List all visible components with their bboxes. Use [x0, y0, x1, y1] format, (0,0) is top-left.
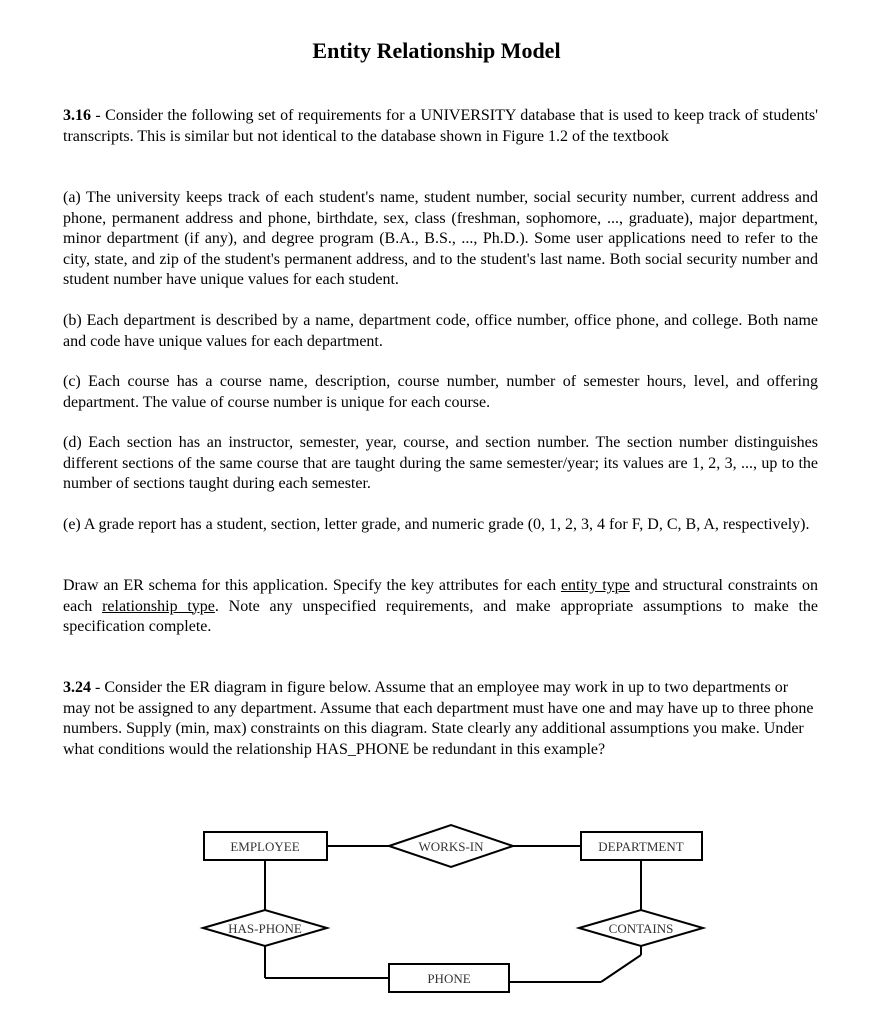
instruction-text: Draw an ER schema for this application. Specify the key attributes for each	[63, 577, 561, 594]
relationship-contains-label: CONTAINS	[608, 921, 674, 936]
er-diagram	[0, 800, 873, 1000]
page-title: Entity Relationship Model	[312, 38, 561, 63]
connector-line	[601, 955, 641, 982]
entity-department-label: DEPARTMENT	[598, 839, 684, 854]
question-3-16-intro	[63, 106, 818, 147]
draw-instructions	[63, 576, 818, 638]
link-entity-type[interactable]: entity type	[560, 577, 630, 594]
instruction-text: and structural constraints on each	[63, 577, 819, 615]
question-text: - Consider the ER diagram in figure below. Assume that an employee may work in up to two departments or may not be assigned to any department. Assume that each department must have one and may have up to three phone numbers. Supply (min, max) constraints on this diagram. State clearly any additional assumptions you make. Under what conditions would the relationship HAS_PHONE be redundant in this example?	[63, 679, 814, 758]
instruction-text: . Note any unspecified requirements, and make appropriate assumptions to make the specification complete.	[63, 597, 818, 635]
question-text: - Consider the following set of requirements for a UNIVERSITY database that is used to keep track of students' transcripts. This is similar but not identical to the database shown in Figure 1.2 of the textbook	[63, 107, 818, 145]
entity-phone-label: PHONE	[427, 971, 471, 986]
question-3-24	[63, 678, 818, 760]
requirement-c: (c) Each course has a course name, description, course number, number of semester hours, level, and offering department. The value of course number is unique for each course.	[63, 373, 818, 411]
requirement-a: (a) The university keeps track of each student's name, student number, social security number, current address and phone, permanent address and phone, birthdate, sex, class (freshman, sophomore, ..., graduate), major department, minor department (if any), and degree program (B.A., B.S., ..., Ph.D.). Some user applications need to refer to the city, state, and zip of the student's permanent address, and to the student's last name. Both social security number and student number have unique values for each student.	[63, 189, 818, 288]
question-number: 3.16	[63, 107, 91, 124]
requirement-d: (d) Each section has an instructor, semester, year, course, and section number. The section number distinguishes different sections of the same course that are taught during the same semester/year; its values are 1, 2, 3, ..., up to the number of sections taught during each semester.	[63, 434, 818, 492]
requirement-e: (e) A grade report has a student, section, letter grade, and numeric grade (0, 1, 2, 3, 4 for F, D, C, B, A, respectively).	[63, 516, 810, 533]
entity-employee-label: EMPLOYEE	[230, 839, 300, 854]
requirement-b: (b) Each department is described by a name, department code, office number, office phone, and college. Both name and code have unique values for each department.	[63, 312, 818, 350]
question-number: 3.24	[63, 679, 91, 696]
link-relationship-type[interactable]: relationship type	[102, 597, 215, 615]
relationship-has-phone-label: HAS-PHONE	[228, 921, 302, 936]
relationship-works-in-label: WORKS-IN	[418, 839, 484, 854]
